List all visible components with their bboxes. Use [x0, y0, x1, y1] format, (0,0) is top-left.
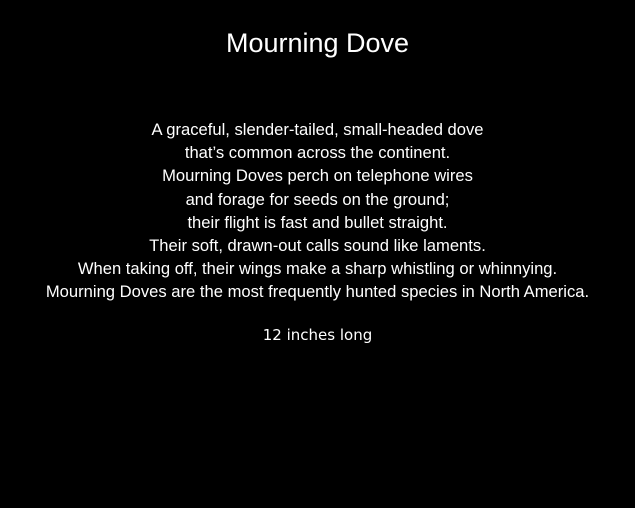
description-line: that’s common across the continent.	[184, 143, 451, 163]
description-block	[0, 118, 635, 304]
length-caption: 12 inches long	[262, 326, 373, 344]
slide-title: Mourning Dove	[225, 28, 410, 58]
description-line: Mourning Doves perch on telephone wires	[162, 166, 473, 186]
description-line: Mourning Doves are the most frequently hunted species in North America.	[45, 282, 590, 302]
description-line: their flight is fast and bullet straight.	[187, 212, 448, 232]
description-line: and forage for seeds on the ground;	[185, 189, 450, 209]
description-line: Their soft, drawn-out calls sound like laments.	[149, 236, 486, 256]
description-line: When taking off, their wings make a sharp whistling or whinnying.	[77, 259, 558, 279]
description-line: A graceful, slender-tailed, small-headed dove	[151, 120, 484, 139]
